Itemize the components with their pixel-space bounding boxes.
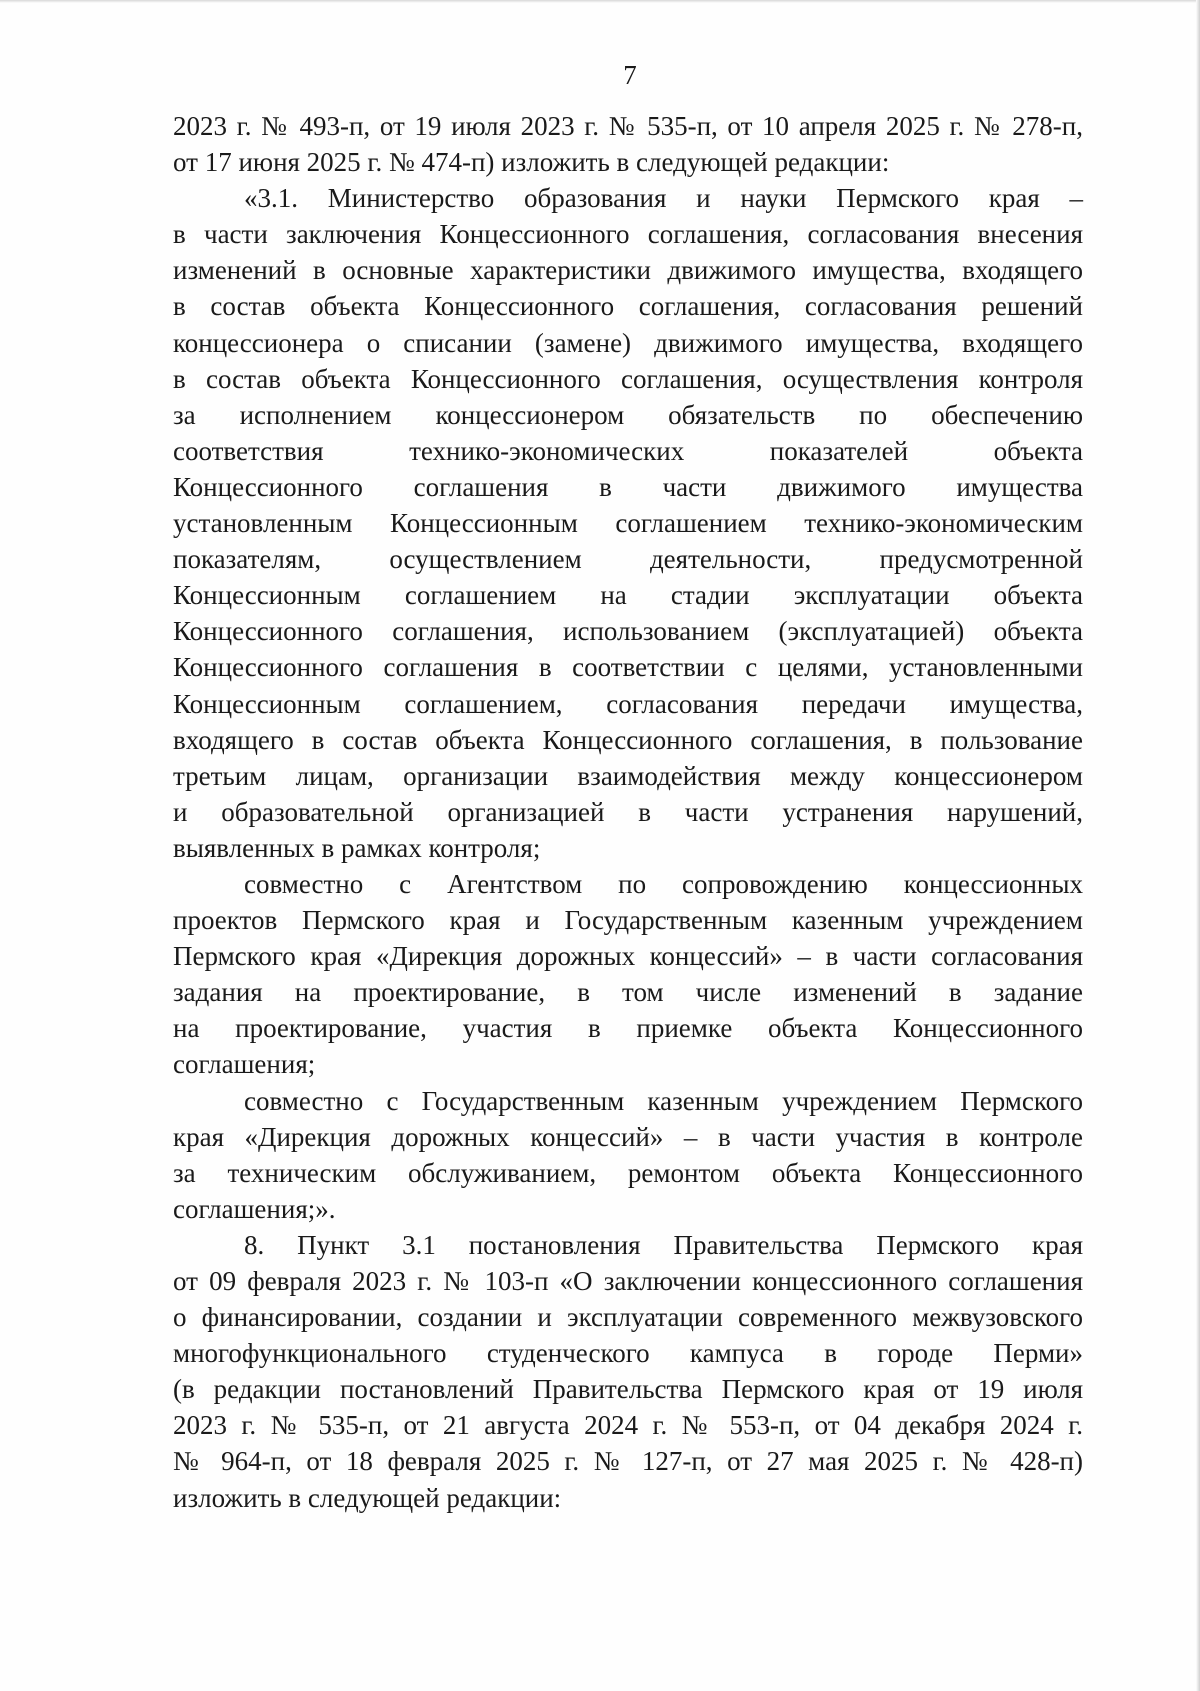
- text-line: совместно с Государственным казенным учреждением Пермского: [244, 1085, 1083, 1116]
- text-line: Концессионного соглашения в части движимого имущества: [173, 471, 1083, 502]
- text-line: 8. Пункт 3.1 постановления Правительства Пермского края: [244, 1229, 1083, 1260]
- text-line: изменений в основные характеристики движимого имущества, входящего: [173, 255, 1083, 286]
- text-line: «3.1. Министерство образования и науки Пермского края –: [244, 183, 1083, 214]
- text-line: края «Дирекция дорожных концессий» – в части участия в контроле: [173, 1121, 1083, 1152]
- text-line: выявленных в рамках контроля;: [173, 832, 541, 863]
- text-line: (в редакции постановлений Правительства Пермского края от 19 июля: [173, 1374, 1083, 1405]
- text-line: на проектирование, участия в приемке объекта Концессионного: [173, 1013, 1083, 1044]
- text-line: Концессионного соглашения в соответствии с целями, установленными: [173, 652, 1083, 683]
- text-line: № 964-п, от 18 февраля 2025 г. № 127-п, от 27 мая 2025 г. № 428-п): [173, 1446, 1083, 1477]
- text-line: 2023 г. № 493-п, от 19 июля 2023 г. № 535-п, от 10 апреля 2025 г. № 278-п,: [173, 111, 1083, 141]
- text-line: многофункционального студенческого кампуса в городе Перми»: [173, 1338, 1083, 1369]
- text-line: о финансировании, создании и эксплуатации современного межвузовского: [173, 1302, 1083, 1333]
- text-line: за техническим обслуживанием, ремонтом объекта Концессионного: [173, 1157, 1083, 1188]
- text-line: 2023 г. № 535-п, от 21 августа 2024 г. № 553-п, от 04 декабря 2024 г.: [173, 1410, 1083, 1441]
- text-line: Концессионным соглашением на стадии эксплуатации объекта: [173, 580, 1083, 611]
- text-line: проектов Пермского края и Государственным казенным учреждением: [173, 905, 1083, 936]
- text-line: изложить в следующей редакции:: [173, 1482, 562, 1513]
- document-body: [173, 108, 1083, 1516]
- text-line: в части заключения Концессионного соглашения, согласования внесения: [173, 219, 1083, 250]
- text-line: соответствия технико-экономических показателей объекта: [173, 435, 1083, 466]
- text-line: соглашения;: [173, 1049, 316, 1080]
- text-line: и образовательной организацией в части устранения нарушений,: [173, 796, 1083, 827]
- text-line: показателям, осуществлением деятельности, предусмотренной: [173, 544, 1083, 575]
- text-line: от 09 февраля 2023 г. № 103-п «О заключении концессионного соглашения: [173, 1266, 1083, 1296]
- scan-edge-right: [1196, 0, 1200, 1691]
- scan-edge-top: [0, 0, 1200, 3]
- text-line: соглашения;».: [173, 1193, 336, 1224]
- text-line: Концессионным соглашением, согласования передачи имущества,: [173, 688, 1083, 719]
- text-line: третьим лицам, организации взаимодействия между концессионером: [173, 760, 1083, 791]
- text-line: в состав объекта Концессионного соглашения, согласования решений: [173, 291, 1083, 322]
- text-line: задания на проектирование, в том числе изменений в задание: [173, 977, 1083, 1008]
- text-line: совместно с Агентством по сопровождению концессионных: [244, 868, 1083, 899]
- text-line: установленным Концессионным соглашением технико-экономическим: [173, 508, 1083, 539]
- text-line: за исполнением концессионером обязательств по обеспечению: [173, 399, 1083, 430]
- page-number: 7: [623, 60, 637, 90]
- text-line: Концессионного соглашения, использованием (эксплуатацией) объекта: [173, 616, 1083, 647]
- text-line: входящего в состав объекта Концессионного соглашения, в пользование: [173, 724, 1083, 755]
- text-line: от 17 июня 2025 г. № 474-п) изложить в следующей редакции:: [173, 147, 890, 178]
- text-line: в состав объекта Концессионного соглашения, осуществления контроля: [173, 363, 1083, 394]
- text-line: концессионера о списании (замене) движимого имущества, входящего: [173, 327, 1083, 358]
- text-line: Пермского края «Дирекция дорожных концессий» – в части согласования: [173, 941, 1083, 972]
